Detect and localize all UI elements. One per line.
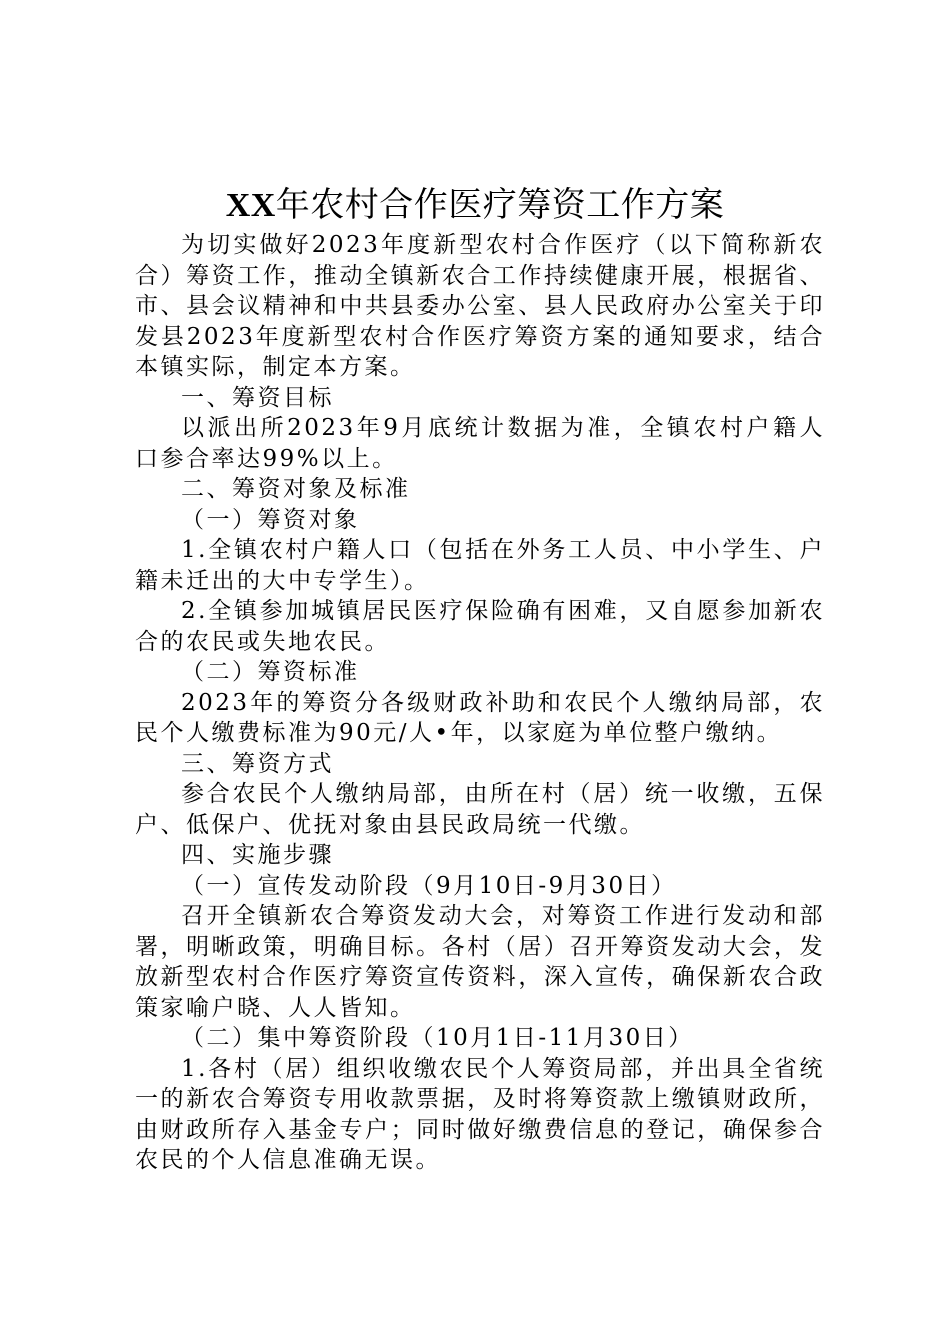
subsection-heading-targets: （一）筹资对象 <box>181 506 360 533</box>
subsection-heading-standard: （二）筹资标准 <box>181 659 360 685</box>
subsection-heading-publicity: （一）宣传发动阶段（9月10日-9月30日） <box>181 872 677 899</box>
document-body <box>135 230 825 1176</box>
standard-paragraph: 2023年的筹资分各级财政补助和农民个人缴纳局部，农民个人缴费标准为90元/人•年，以家庭为单位整户缴纳。 <box>135 689 825 746</box>
section-heading-goal: 一、筹资目标 <box>181 384 334 411</box>
section-heading-targets: 二、筹资对象及标准 <box>181 476 411 502</box>
intro-paragraph: 为切实做好2023年度新型农村合作医疗（以下简称新农合）筹资工作，推动全镇新农合工作持续健康开展，根据省、市、县会议精神和中共县委办公室、县人民政府办公室关于印发县2023年度新型农村合作医疗筹资方案的通知要求，结合本镇实际，制定本方案。 <box>135 232 825 380</box>
subsection-heading-collection: （二）集中筹资阶段（10月1日-11月30日） <box>181 1025 694 1051</box>
publicity-paragraph: 召开全镇新农合筹资发动大会，对筹资工作进行发动和部署，明晰政策，明确目标。各村（居）召开筹资发动大会，发放新型农村合作医疗筹资宣传资料，深入宣传，确保新农合政策家喻户晓、人人皆知。 <box>135 903 825 1021</box>
target-item-2: 2.全镇参加城镇居民医疗保险确有困难，又自愿参加新农合的农民或失地农民。 <box>135 598 825 655</box>
section-heading-method: 三、筹资方式 <box>181 750 334 777</box>
collection-item-1: 1.各村（居）组织收缴农民个人筹资局部，并出具全省统一的新农合筹资专用收款票据，及时将筹资款上缴镇财政所，由财政所存入基金专户；同时做好缴费信息的登记，确保参合农民的个人信息准确无误。 <box>135 1055 825 1173</box>
title-text: 年农村合作医疗筹资工作方案 <box>275 185 725 225</box>
document-title <box>0 183 950 228</box>
goal-paragraph: 以派出所2023年9月底统计数据为准，全镇农村户籍人口参合率达99%以上。 <box>135 415 825 472</box>
title-prefix: XX <box>225 187 276 224</box>
method-paragraph: 参合农民个人缴纳局部，由所在村（居）统一收缴，五保户、低保户、优抚对象由县民政局统一代缴。 <box>135 781 825 838</box>
section-heading-steps: 四、实施步骤 <box>181 842 334 868</box>
target-item-1: 1.全镇农村户籍人口（包括在外务工人员、中小学生、户籍未迁出的大中专学生）。 <box>135 537 825 594</box>
